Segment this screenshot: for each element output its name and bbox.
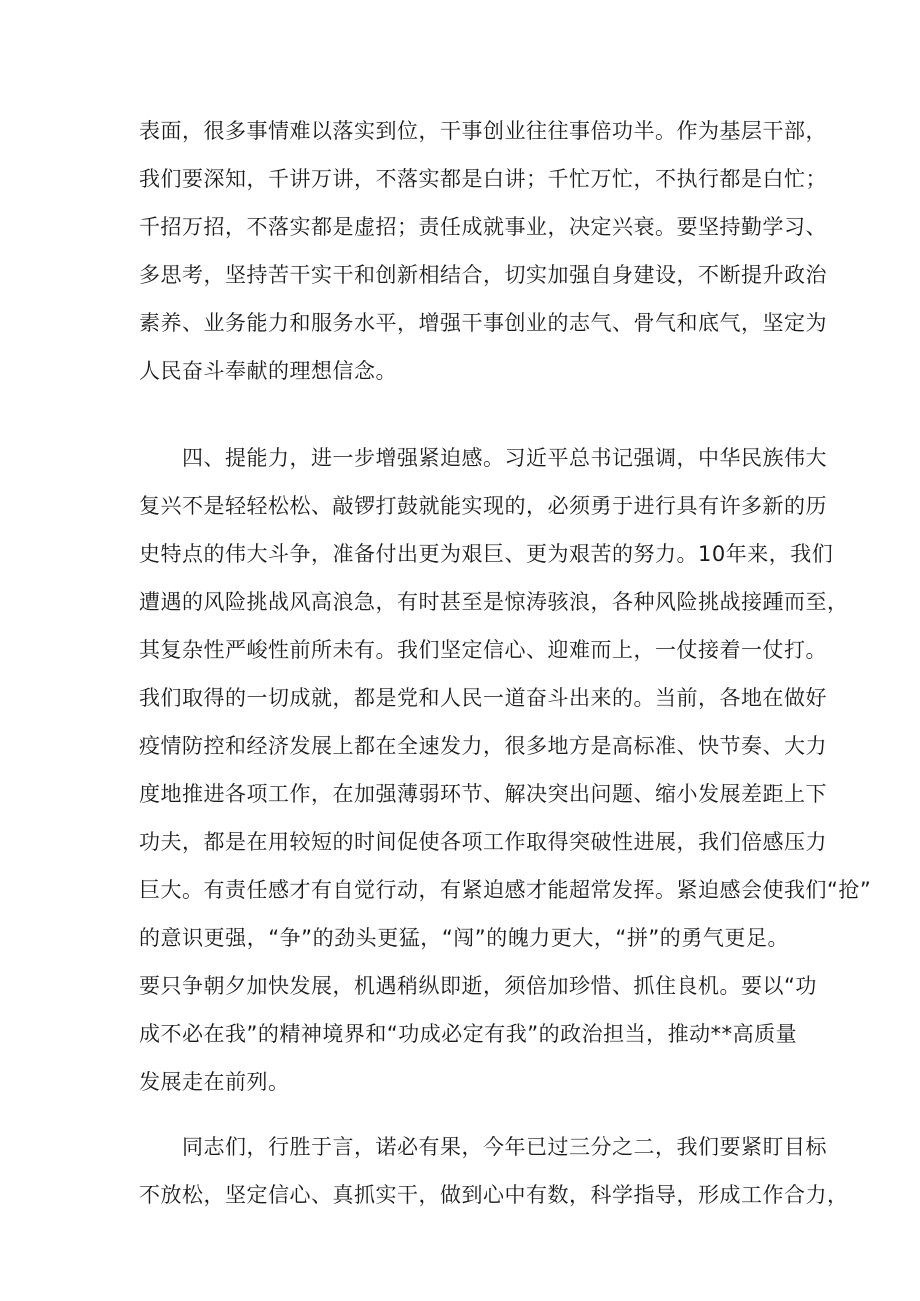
text-line: 度地推进各项工作，在加强薄弱环节、解决突出问题、缩小发展差距上下 bbox=[139, 782, 827, 806]
text-line: 人民奋斗奉献的理想信念。 bbox=[139, 359, 397, 383]
text-line: 疫情防控和经济发展上都在全速发力，很多地方是高标准、快节奏、大力 bbox=[139, 734, 827, 758]
paragraph-1 bbox=[139, 107, 827, 395]
text-line: 多思考，坚持苦干实干和创新相结合，切实加强自身建设，不断提升政治 bbox=[139, 263, 827, 287]
text-line: 我们取得的一切成就，都是党和人民一道奋斗出来的。当前，各地在做好 bbox=[139, 686, 827, 710]
text-line: 四、提能力，进一步增强紧迫感。习近平总书记强调，中华民族伟大 bbox=[139, 446, 827, 470]
text-line: 同志们，行胜于言，诺必有果，今年已过三分之二，我们要紧盯目标 bbox=[139, 1135, 827, 1159]
paragraph-3 bbox=[139, 1123, 849, 1219]
text-line: 功夫，都是在用较短的时间促使各项工作取得突破性进展，我们倍感压力 bbox=[139, 830, 827, 854]
paragraph-2 bbox=[139, 434, 872, 1106]
text-line: 要只争朝夕加快发展，机遇稍纵即逝，须倍加珍惜、抓住良机。要以“功 bbox=[139, 974, 817, 998]
text-line: 其复杂性严峻性前所未有。我们坚定信心、迎难而上，一仗接着一仗打。 bbox=[139, 638, 827, 662]
text-line: 我们要深知，千讲万讲，不落实都是白讲；千忙万忙，不执行都是白忙； bbox=[139, 167, 827, 191]
text-line: 发展走在前列。 bbox=[139, 1070, 290, 1094]
text-line: 遭遇的风险挑战风高浪急，有时甚至是惊涛骇浪，各种风险挑战接踵而至， bbox=[139, 590, 849, 614]
text-line: 史特点的伟大斗争，准备付出更为艰巨、更为艰苦的努力。10年来，我们 bbox=[139, 542, 834, 566]
text-line: 素养、业务能力和服务水平，增强干事创业的志气、骨气和底气，坚定为 bbox=[139, 311, 827, 335]
text-line: 的意识更强，“争”的劲头更猛，“闯”的魄力更大，“拼”的勇气更足。 bbox=[139, 926, 789, 950]
text-line: 不放松，坚定信心、真抓实干，做到心中有数，科学指导，形成工作合力， bbox=[139, 1183, 849, 1207]
text-line: 千招万招，不落实都是虚招；责任成就事业，决定兴衰。要坚持勤学习、 bbox=[139, 215, 827, 239]
text-line: 巨大。有责任感才有自觉行动，有紧迫感才能超常发挥。紧迫感会使我们“抢” bbox=[139, 878, 872, 902]
text-line: 复兴不是轻轻松松、敲锣打鼓就能实现的，必须勇于进行具有许多新的历 bbox=[139, 494, 827, 518]
text-line: 表面，很多事情难以落实到位，干事创业往往事倍功半。作为基层干部， bbox=[139, 119, 827, 143]
text-line: 成不必在我”的精神境界和“功成必定有我”的政治担当，推动**高质量 bbox=[139, 1022, 798, 1046]
